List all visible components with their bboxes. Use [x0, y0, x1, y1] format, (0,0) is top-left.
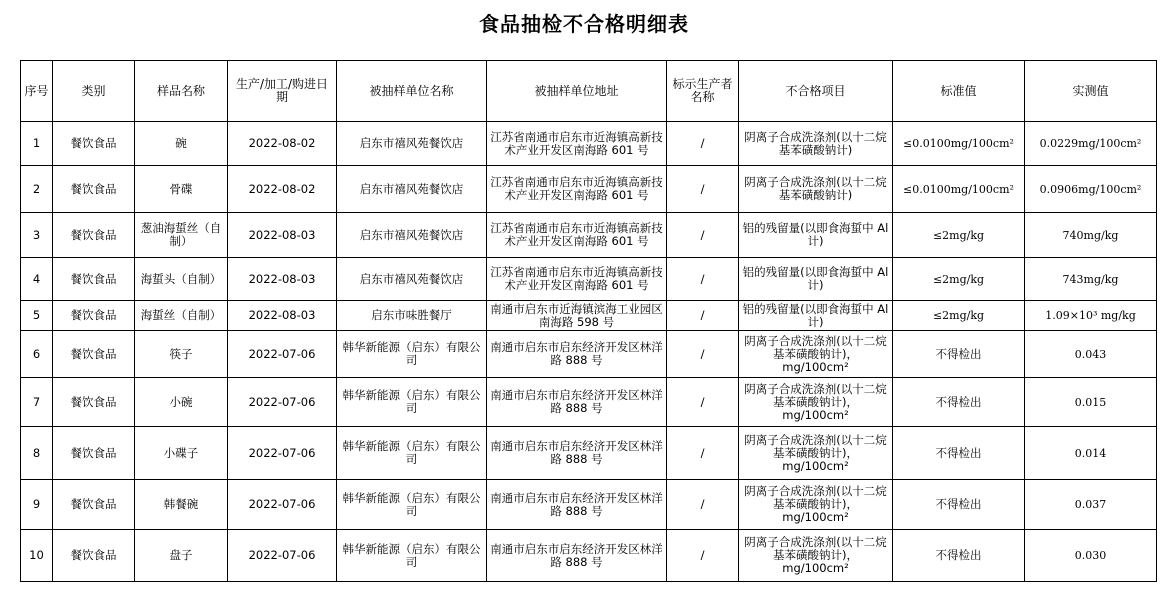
- cell-sample: 韩餐碗: [135, 480, 228, 530]
- table-row: [21, 427, 1157, 480]
- column-header-sample: 样品名称: [135, 61, 228, 122]
- page-title: 食品抽检不合格明细表: [479, 12, 689, 36]
- cell-date: 2022-07-06: [228, 378, 337, 427]
- cell-date: 2022-08-02: [228, 166, 337, 213]
- cell-no: 3: [21, 213, 53, 258]
- cell-item: 阴离子合成洗涤剂(以十二烷基苯磺酸钠计)，mg/100cm²: [739, 378, 893, 427]
- cell-date: 2022-08-02: [228, 122, 337, 166]
- cell-sample: 海蜇丝（自制）: [135, 301, 228, 331]
- cell-measured: 0.0906mg/100cm²: [1025, 166, 1157, 213]
- cell-producer: /: [667, 378, 739, 427]
- column-header-date: 生产/加工/购进日期: [228, 61, 337, 122]
- cell-sample: 葱油海蜇丝（自制）: [135, 213, 228, 258]
- cell-measured: 740mg/kg: [1025, 213, 1157, 258]
- cell-producer: /: [667, 530, 739, 582]
- cell-address: 江苏省南通市启东市近海镇高新技术产业开发区南海路 601 号: [487, 213, 667, 258]
- cell-category: 餐饮食品: [53, 480, 135, 530]
- cell-producer: /: [667, 166, 739, 213]
- table-row: [21, 301, 1157, 331]
- cell-date: 2022-07-06: [228, 331, 337, 378]
- cell-producer: /: [667, 427, 739, 480]
- cell-measured: 1.09×10³ mg/kg: [1025, 301, 1157, 331]
- cell-date: 2022-08-03: [228, 258, 337, 301]
- cell-category: 餐饮食品: [53, 258, 135, 301]
- cell-standard: 不得检出: [893, 530, 1025, 582]
- cell-address: 南通市启东市启东经济开发区林洋路 888 号: [487, 427, 667, 480]
- cell-standard: 不得检出: [893, 480, 1025, 530]
- cell-item: 阴离子合成洗涤剂(以十二烷基苯磺酸钠计): [739, 122, 893, 166]
- cell-address: 南通市启东市启东经济开发区林洋路 888 号: [487, 331, 667, 378]
- cell-category: 餐饮食品: [53, 378, 135, 427]
- cell-standard: 不得检出: [893, 378, 1025, 427]
- cell-address: 南通市启东市启东经济开发区林洋路 888 号: [487, 530, 667, 582]
- cell-standard: ≤0.0100mg/100cm²: [893, 166, 1025, 213]
- cell-sample: 碗: [135, 122, 228, 166]
- cell-address: 南通市启东市启东经济开发区林洋路 888 号: [487, 378, 667, 427]
- cell-unit: 韩华新能源（启东）有限公司: [337, 480, 487, 530]
- cell-category: 餐饮食品: [53, 331, 135, 378]
- cell-address: 江苏省南通市启东市近海镇高新技术产业开发区南海路 601 号: [487, 258, 667, 301]
- cell-item: 铝的残留量(以即食海蜇中 Al 计): [739, 301, 893, 331]
- cell-date: 2022-08-03: [228, 213, 337, 258]
- cell-item: 阴离子合成洗涤剂(以十二烷基苯磺酸钠计)，mg/100cm²: [739, 427, 893, 480]
- cell-measured: 0.030: [1025, 530, 1157, 582]
- column-header-no: 序号: [21, 61, 53, 122]
- cell-no: 5: [21, 301, 53, 331]
- cell-unit: 启东市禧风苑餐饮店: [337, 258, 487, 301]
- cell-measured: 0.0229mg/100cm²: [1025, 122, 1157, 166]
- cell-unit: 韩华新能源（启东）有限公司: [337, 530, 487, 582]
- cell-category: 餐饮食品: [53, 213, 135, 258]
- table-row: [21, 258, 1157, 301]
- cell-category: 餐饮食品: [53, 427, 135, 480]
- cell-item: 铝的残留量(以即食海蜇中 Al 计): [739, 213, 893, 258]
- column-header-item: 不合格项目: [739, 61, 893, 122]
- cell-unit: 启东市禧风苑餐饮店: [337, 122, 487, 166]
- column-header-category: 类别: [53, 61, 135, 122]
- cell-unit: 韩华新能源（启东）有限公司: [337, 427, 487, 480]
- cell-no: 7: [21, 378, 53, 427]
- cell-producer: /: [667, 480, 739, 530]
- cell-measured: 0.015: [1025, 378, 1157, 427]
- cell-unit: 韩华新能源（启东）有限公司: [337, 378, 487, 427]
- cell-producer: /: [667, 213, 739, 258]
- table-row: [21, 530, 1157, 582]
- cell-item: 铝的残留量(以即食海蜇中 Al 计): [739, 258, 893, 301]
- table-row: [21, 166, 1157, 213]
- cell-date: 2022-07-06: [228, 480, 337, 530]
- cell-sample: 骨碟: [135, 166, 228, 213]
- cell-no: 1: [21, 122, 53, 166]
- cell-date: 2022-07-06: [228, 427, 337, 480]
- table-row: [21, 331, 1157, 378]
- cell-producer: /: [667, 258, 739, 301]
- column-header-address: 被抽样单位地址: [487, 61, 667, 122]
- cell-address: 南通市启东市近海镇滨海工业园区南海路 598 号: [487, 301, 667, 331]
- table-row: [21, 480, 1157, 530]
- cell-no: 4: [21, 258, 53, 301]
- cell-unit: 启东市禧风苑餐饮店: [337, 166, 487, 213]
- cell-address: 江苏省南通市启东市近海镇高新技术产业开发区南海路 601 号: [487, 166, 667, 213]
- column-header-measured: 实测值: [1025, 61, 1157, 122]
- inspection-table: [20, 60, 1157, 582]
- cell-address: 江苏省南通市启东市近海镇高新技术产业开发区南海路 601 号: [487, 122, 667, 166]
- cell-category: 餐饮食品: [53, 166, 135, 213]
- cell-item: 阴离子合成洗涤剂(以十二烷基苯磺酸钠计): [739, 166, 893, 213]
- cell-standard: ≤2mg/kg: [893, 258, 1025, 301]
- cell-producer: /: [667, 301, 739, 331]
- cell-standard: ≤0.0100mg/100cm²: [893, 122, 1025, 166]
- cell-sample: 小碟子: [135, 427, 228, 480]
- table-header-row: [21, 61, 1157, 122]
- cell-sample: 盘子: [135, 530, 228, 582]
- cell-producer: /: [667, 331, 739, 378]
- cell-item: 阴离子合成洗涤剂(以十二烷基苯磺酸钠计)，mg/100cm²: [739, 480, 893, 530]
- column-header-standard: 标准值: [893, 61, 1025, 122]
- cell-no: 9: [21, 480, 53, 530]
- cell-measured: 743mg/kg: [1025, 258, 1157, 301]
- cell-measured: 0.014: [1025, 427, 1157, 480]
- cell-producer: /: [667, 122, 739, 166]
- cell-measured: 0.037: [1025, 480, 1157, 530]
- cell-measured: 0.043: [1025, 331, 1157, 378]
- column-header-producer: 标示生产者名称: [667, 61, 739, 122]
- table-row: [21, 122, 1157, 166]
- cell-sample: 筷子: [135, 331, 228, 378]
- cell-standard: ≤2mg/kg: [893, 301, 1025, 331]
- cell-no: 6: [21, 331, 53, 378]
- cell-item: 阴离子合成洗涤剂(以十二烷基苯磺酸钠计)，mg/100cm²: [739, 331, 893, 378]
- cell-standard: 不得检出: [893, 331, 1025, 378]
- cell-address: 南通市启东市启东经济开发区林洋路 888 号: [487, 480, 667, 530]
- cell-item: 阴离子合成洗涤剂(以十二烷基苯磺酸钠计)，mg/100cm²: [739, 530, 893, 582]
- table-row: [21, 378, 1157, 427]
- cell-standard: 不得检出: [893, 427, 1025, 480]
- cell-unit: 韩华新能源（启东）有限公司: [337, 331, 487, 378]
- cell-unit: 启东市味胜餐厅: [337, 301, 487, 331]
- cell-category: 餐饮食品: [53, 301, 135, 331]
- cell-category: 餐饮食品: [53, 122, 135, 166]
- cell-date: 2022-08-03: [228, 301, 337, 331]
- cell-no: 2: [21, 166, 53, 213]
- cell-unit: 启东市禧风苑餐饮店: [337, 213, 487, 258]
- column-header-unit: 被抽样单位名称: [337, 61, 487, 122]
- cell-sample: 小碗: [135, 378, 228, 427]
- cell-category: 餐饮食品: [53, 530, 135, 582]
- cell-date: 2022-07-06: [228, 530, 337, 582]
- cell-no: 10: [21, 530, 53, 582]
- cell-no: 8: [21, 427, 53, 480]
- table-row: [21, 213, 1157, 258]
- cell-sample: 海蜇头（自制）: [135, 258, 228, 301]
- cell-standard: ≤2mg/kg: [893, 213, 1025, 258]
